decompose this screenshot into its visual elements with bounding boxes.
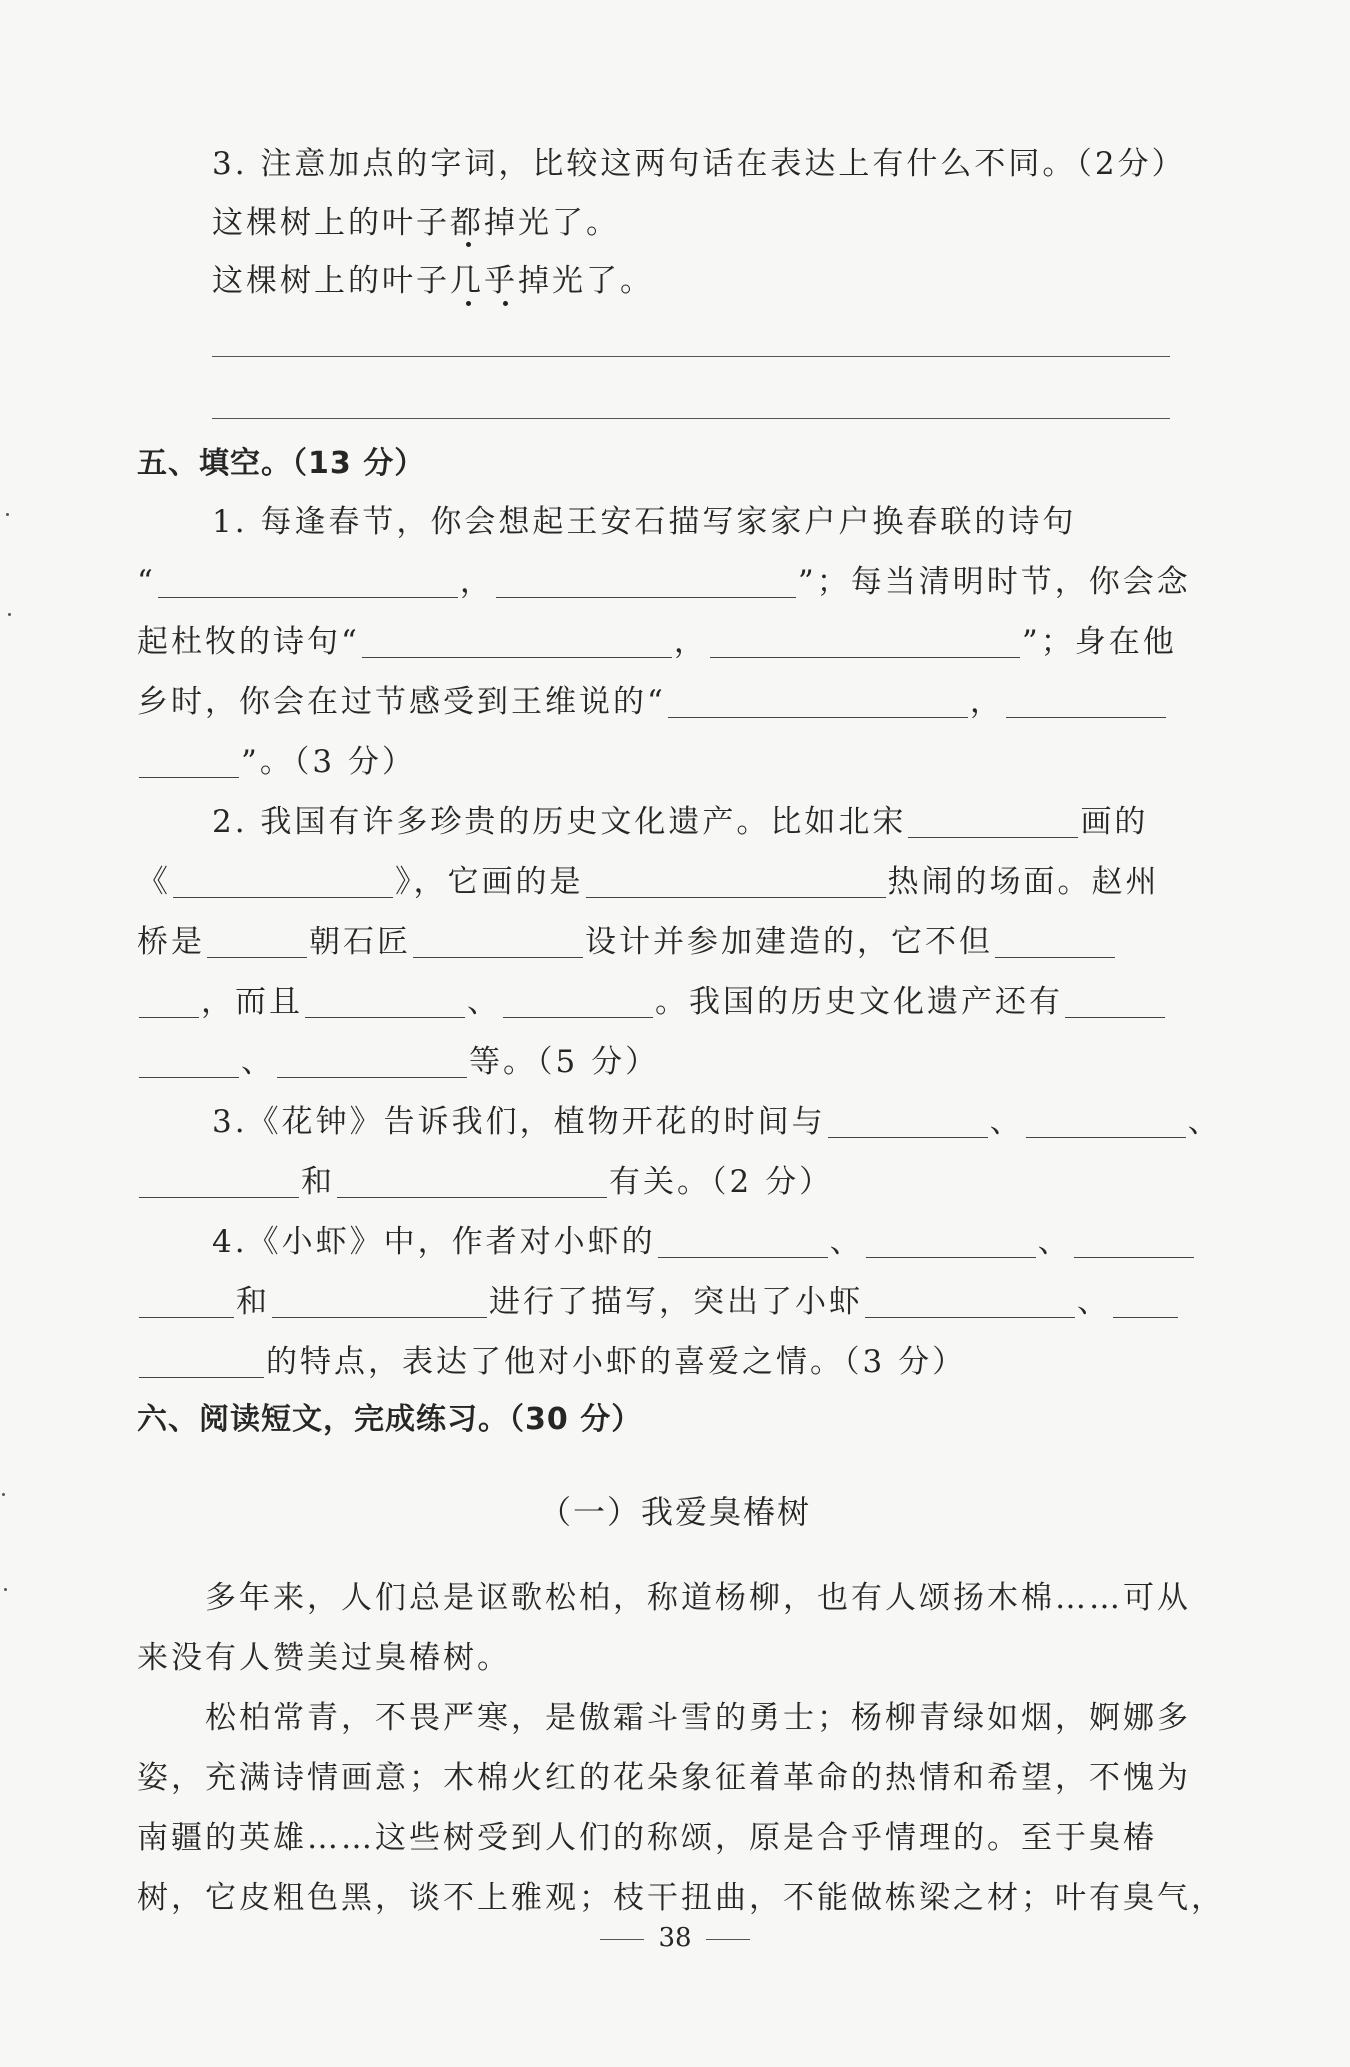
- blank[interactable]: [658, 1225, 828, 1258]
- passage-p1-line2: 来没有人赞美过臭椿树。: [137, 1640, 511, 1676]
- text: 起杜牧的诗句“: [137, 624, 360, 660]
- blank[interactable]: [139, 1285, 234, 1318]
- text: 、: [467, 984, 501, 1020]
- text: ”；身在他: [1021, 624, 1177, 660]
- text: 、: [241, 1044, 275, 1080]
- blank[interactable]: [586, 865, 886, 898]
- blank[interactable]: [866, 1225, 1036, 1258]
- answer-line[interactable]: [212, 418, 1170, 419]
- blank[interactable]: [362, 625, 672, 658]
- s5-item2-line3: [137, 920, 1117, 964]
- blank[interactable]: [277, 1045, 467, 1078]
- text: 、: [829, 1224, 864, 1260]
- blank[interactable]: [139, 985, 199, 1018]
- page-number-dash: [600, 1939, 644, 1940]
- s5-item1-line4: [137, 680, 1168, 724]
- blank[interactable]: [139, 1165, 299, 1198]
- blank[interactable]: [305, 985, 465, 1018]
- blank[interactable]: [1065, 985, 1165, 1018]
- s5-item1-line1: 1. 每逢春节，你会想起王安石描写家家户户换春联的诗句: [212, 504, 1077, 540]
- comma: ，: [673, 624, 708, 660]
- text: 《: [137, 864, 171, 900]
- s5-item3-line1: [212, 1100, 1222, 1144]
- passage-title: （一）我爱臭椿树: [538, 1493, 811, 1531]
- comma: ，: [459, 564, 494, 600]
- passage-p1-line1: 多年来，人们总是讴歌松柏，称道杨柳，也有人颂扬木棉……可从: [205, 1580, 1191, 1616]
- blank[interactable]: [503, 985, 653, 1018]
- margin-speck: [2, 1493, 5, 1496]
- text: 画的: [1080, 804, 1149, 840]
- text: 2. 我国有许多珍贵的历史文化遗产。比如北宋: [212, 804, 907, 840]
- blank[interactable]: [710, 625, 1020, 658]
- passage-p2-line4: 树，它皮粗色黑，谈不上雅观；枝干扭曲，不能做栋梁之材；叶有臭气，: [137, 1880, 1225, 1916]
- passage-p2-line3: 南疆的英雄……这些树受到人们的称颂，原是合乎情理的。至于臭椿: [137, 1820, 1157, 1856]
- text: 3.《花钟》告诉我们，植物开花的时间与: [212, 1104, 826, 1140]
- text: 》，它画的是: [395, 864, 584, 900]
- text: 设计并参加建造的，它不但: [585, 924, 993, 960]
- open-quote: “: [137, 564, 156, 600]
- q3-prompt: 3. 注意加点的字词，比较这两句话在表达上有什么不同。（2分）: [212, 146, 1186, 182]
- blank[interactable]: [995, 925, 1115, 958]
- s5-item4-line3: [137, 1340, 966, 1384]
- passage-p2-line1: 松柏常青，不畏严寒，是傲霜斗雪的勇士；杨柳青绿如烟，婀娜多: [205, 1700, 1191, 1736]
- text: 和: [301, 1164, 335, 1200]
- text: 桥是: [137, 924, 205, 960]
- s5-item2-line2: [137, 860, 1160, 904]
- margin-speck: [6, 513, 9, 516]
- text: 热闹的场面。赵州: [887, 864, 1160, 900]
- s5-item3-line2: [137, 1160, 833, 1204]
- emphasis-dot: [503, 301, 508, 306]
- section-6-heading: 六、阅读短文，完成练习。（30 分）: [137, 1402, 643, 1437]
- text: ，而且: [201, 984, 303, 1020]
- blank[interactable]: [337, 1165, 607, 1198]
- blank[interactable]: [158, 565, 458, 598]
- comma: ，: [969, 684, 1004, 720]
- blank[interactable]: [139, 1345, 264, 1378]
- text: 、: [1037, 1224, 1072, 1260]
- blank[interactable]: [139, 745, 239, 778]
- text: 进行了描写，突出了小虾: [489, 1284, 863, 1320]
- text: 、: [1077, 1284, 1111, 1320]
- s5-item1-line5: [137, 740, 416, 784]
- blank[interactable]: [413, 925, 583, 958]
- page-number: [0, 1923, 1350, 1953]
- s5-item1-line3: [137, 620, 1177, 664]
- text: ”。（3 分）: [241, 744, 416, 780]
- page-number-dash: [706, 1939, 750, 1940]
- blank[interactable]: [207, 925, 307, 958]
- text: 的特点，表达了他对小虾的喜爱之情。（3 分）: [266, 1344, 967, 1380]
- emphasis-dot: [466, 301, 471, 306]
- blank[interactable]: [139, 1045, 239, 1078]
- answer-line[interactable]: [212, 356, 1170, 357]
- blank[interactable]: [668, 685, 968, 718]
- text: 4.《小虾》中，作者对小虾的: [212, 1224, 656, 1260]
- text: 、: [989, 1104, 1024, 1140]
- text: 乡时，你会在过节感受到王维说的“: [137, 684, 666, 720]
- text: 和: [236, 1284, 270, 1320]
- q3-sentence-1: 这棵树上的叶子都掉光了。: [212, 205, 620, 241]
- blank[interactable]: [1113, 1285, 1178, 1318]
- text: ”；每当清明时节，你会念: [797, 564, 1191, 600]
- blank[interactable]: [496, 565, 796, 598]
- blank[interactable]: [865, 1285, 1075, 1318]
- q3-sentence-2: 这棵树上的叶子几乎掉光了。: [212, 263, 654, 299]
- s5-item1-line2: [137, 560, 1191, 604]
- section-5-heading: 五、填空。（13 分）: [137, 446, 426, 481]
- blank[interactable]: [1026, 1105, 1186, 1138]
- emphasis-dot: [466, 242, 471, 247]
- s5-item2-line4: [137, 980, 1167, 1024]
- blank[interactable]: [173, 865, 393, 898]
- text: 等。（5 分）: [469, 1044, 660, 1080]
- blank[interactable]: [1006, 685, 1166, 718]
- text: 。我国的历史文化遗产还有: [655, 984, 1063, 1020]
- s5-item4-line1: [212, 1220, 1196, 1264]
- passage-p2-line2: 姿，充满诗情画意；木棉火红的花朵象征着革命的热情和希望，不愧为: [137, 1760, 1191, 1796]
- blank[interactable]: [272, 1285, 487, 1318]
- blank[interactable]: [828, 1105, 988, 1138]
- text: 朝石匠: [309, 924, 411, 960]
- blank[interactable]: [908, 805, 1078, 838]
- margin-speck: [8, 613, 11, 616]
- s5-item2-line5: [137, 1040, 659, 1084]
- s5-item4-line2: [137, 1280, 1180, 1324]
- blank[interactable]: [1074, 1225, 1194, 1258]
- text: 有关。（2 分）: [609, 1164, 834, 1200]
- s5-item2-line1: [212, 800, 1148, 844]
- text: 、: [1187, 1104, 1222, 1140]
- margin-speck: [4, 1588, 7, 1591]
- page-number-value: 38: [658, 1923, 692, 1953]
